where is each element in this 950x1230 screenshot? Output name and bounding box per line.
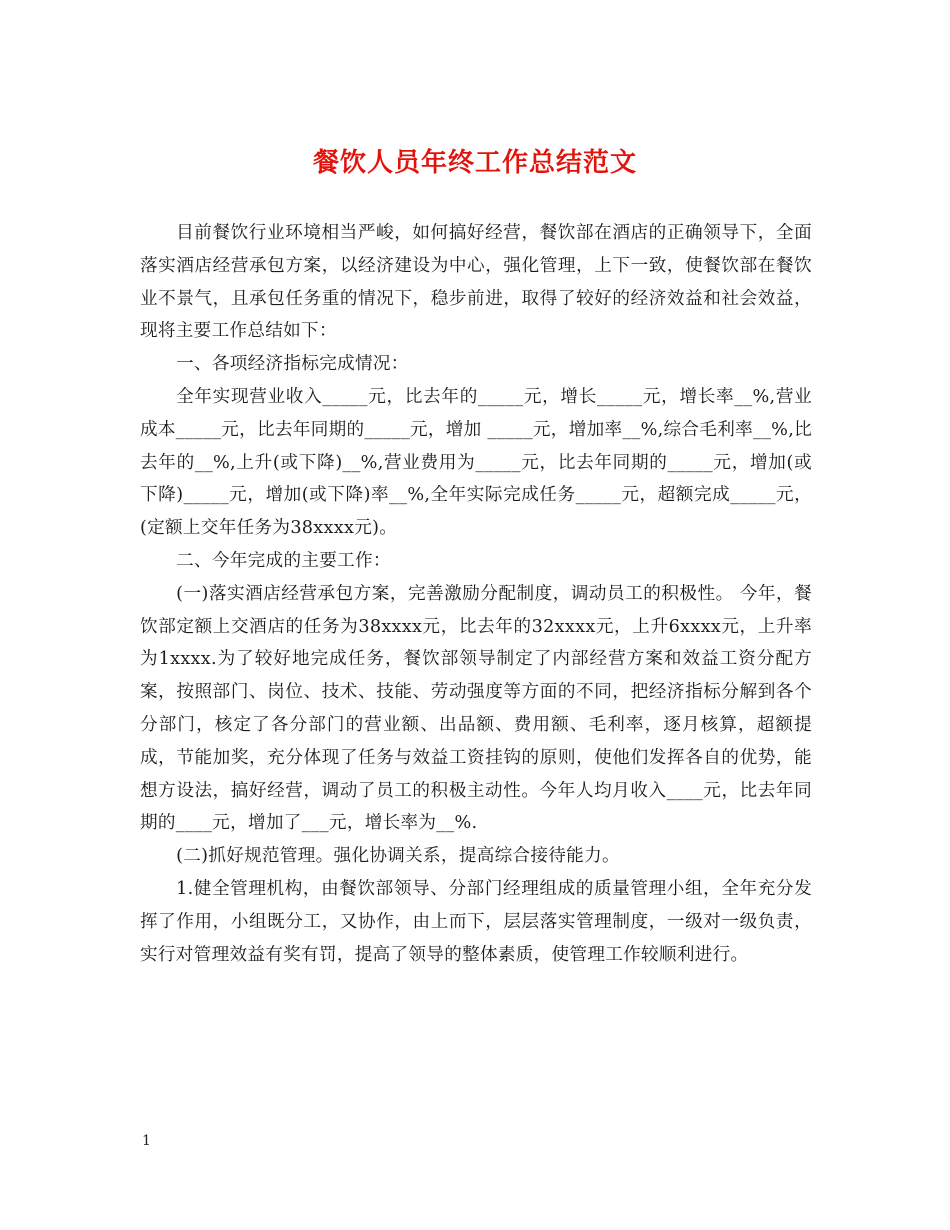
section-heading-economic-indicators: 一、各项经济指标完成情况：: [176, 354, 409, 375]
main-work-paragraph-1: (一)落实酒店经营承包方案，完善激励分配制度，调动员工的积极性。 今年，餐饮部定额上交酒店的任务为38xxxx元，比去年的32xxxx元，上升6xxxx元，上升率为1xxxx.为了较好地完成任务，餐饮部领导制定了内部经营方案和效益工资分配方案，按照部门、岗位、技术、技能、劳动强度等方面的不同，把经济指标分解到各个分部门，核定了各分部门的营业额、出品额、费用额、毛利率，逐月核算，超额提成，节能加奖，充分体现了任务与效益工资挂钩的原则，使他们发挥各自的优势，能想方设法，搞好经营，调动了员工的积极主动性。今年人均月收入____元，比去年同期的____元，增加了___元，增长率为__%.: [140, 583, 812, 834]
intro-paragraph: 目前餐饮行业环境相当严峻，如何搞好经营，餐饮部在酒店的正确领导下，全面落实酒店经营承包方案，以经济建设为中心，强化管理，上下一致，使餐饮部在餐饮业不景气，且承包任务重的情况下，稳步前进，取得了较好的经济效益和社会效益，现将主要工作总结如下：: [140, 223, 812, 342]
management-paragraph: 1.健全管理机构，由餐饮部领导、分部门经理组成的质量管理小组，全年充分发挥了作用，小组既分工，又协作，由上而下，层层落实管理制度，一级对一级负责，实行对管理效益有奖有罚，提高了领导的整体素质，使管理工作较顺利进行。: [140, 878, 812, 965]
section-heading-main-work: 二、今年完成的主要工作：: [176, 550, 391, 571]
economic-indicators-paragraph: 全年实现营业收入_____元，比去年的_____元，增长_____元，增长率__%,营业成本_____元，比去年同期的_____元，增加 _____元，增加率__%,综合毛利率__%,比去年的__%,上升(或下降)__%,营业费用为_____元，比去年同期的_____元，增加(或下降)_____元，增加(或下降)率__%,全年实际完成任务_____元，超额完成_____元，(定额上交年任务为38xxxx元)。: [140, 386, 812, 539]
document-body: [140, 217, 812, 971]
page-number: 1: [142, 1133, 151, 1149]
main-work-subheading-2: (二)抓好规范管理。强化协调关系，提高综合接待能力。: [176, 846, 620, 867]
document-title: 餐饮人员年终工作总结范文: [312, 148, 637, 178]
